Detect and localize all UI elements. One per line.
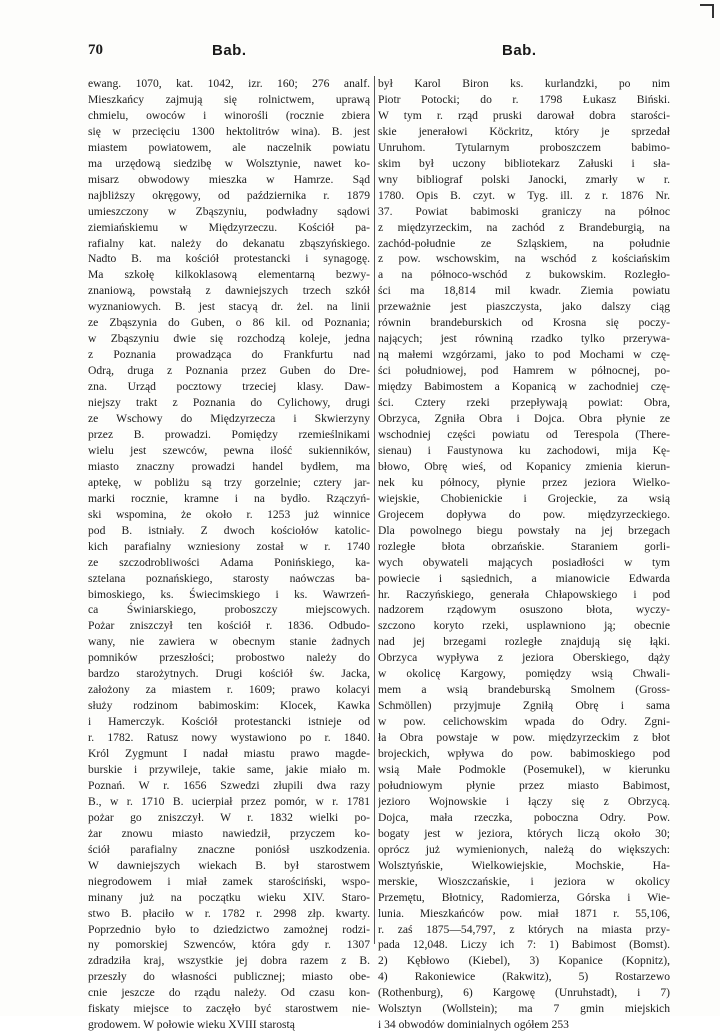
text-line: minany już na początku wieku XIV. Staro- [88, 890, 370, 904]
text-line: sienau) i Faustynowa ku zachodowi, mija Kę- [378, 443, 670, 457]
text-line: nadzorem rządowym osuszono błota, wyczy- [378, 603, 670, 617]
text-line: wiejskie, Chobienickie i Grojeckie, za wsią [378, 491, 670, 505]
text-line: grodowem. W połowie wieku XVIII starostą [88, 1018, 295, 1032]
text-line: z Poznania prowadząca do Frankfurtu nad [88, 348, 370, 362]
text-line: bardzo starożytnych. Drugi kościół św. Jacka, [88, 667, 370, 681]
text-line: rafialny kat. należy do dekanatu zbąszyńskiego. [88, 236, 370, 250]
left-column [88, 76, 370, 1033]
text-line: nad jej brzegami rozległe znajdują się łąki. [378, 635, 670, 649]
text-line: i Hamerczyk. Kościół protestancki istnieje od [88, 715, 370, 729]
text-line: wschodniej części powiatu od Terespola (There- [378, 427, 670, 441]
text-line: umieszczony w Zbąszyniu, podwładny sądowi [88, 204, 370, 218]
page-header [88, 42, 670, 64]
text-line: założony za miastem r. 1609; prawo kolacyi [88, 683, 370, 697]
text-line: wych obywateli mających posiadłości w tym [378, 555, 670, 569]
text-line: hr. Raczyńskiego, generała Chłapowskiego i pod [378, 587, 670, 601]
text-line: W tym r. rząd pruski darował dobra starości- [378, 108, 670, 122]
page-number: 70 [88, 42, 103, 58]
text-line: błowo, Obrę wieś, od Kopanicy zmienia kierun- [378, 459, 670, 473]
text-line: 1780. Opis B. czyt. w Tyg. ill. z r. 1876 Nr. [378, 188, 670, 202]
text-line: (Rothenburg), 6) Kargowę (Unruhstadt), i 7) [378, 986, 670, 1000]
text-line: Grojecem dopływa do pow. międzyrzeckiego. [378, 507, 670, 521]
text-line: w Zbąszyniu dwie się rozchodzą koleje, jedna [88, 332, 370, 346]
text-line: służy rodzinom babimoskim: Klocek, Kawka [88, 699, 370, 713]
text-line: lunia. Mieszkańców pow. miał 1871 r. 55,106, [378, 906, 670, 920]
text-line: Król Zygmunt I nadał miastu prawo magde- [88, 747, 370, 761]
text-line: południowym płynie przez miasto Babimost, [378, 778, 670, 792]
text-line: Pożar zniszczył ten kościół r. 1836. Odbudo- [88, 619, 370, 633]
text-line: zna. Urząd pocztowy trzeciej klasy. Daw- [88, 380, 370, 394]
text-line: ski wspomina, że około r. 1253 już winnice [88, 507, 370, 521]
text-line: i 34 obwodów dominialnych ogółem 253 [378, 1018, 569, 1032]
text-line: Wolsztyńskie, Wielkowiejskie, Mochskie, Ha- [378, 858, 670, 872]
text-line: zdradziła kraj, wszystkie jej dobra razem z B. [88, 954, 370, 968]
text-line: nek ku północy, płynie przez jeziora Wielko- [378, 475, 670, 489]
text-line: Obrzyca wypływa z jeziora Oberskiego, dąży [378, 651, 670, 665]
text-line: Poznań. W r. 1656 Szwedzi złupili dwa razy [88, 778, 370, 792]
text-line: nających; jest równiną rzadko tylko przerywa- [378, 332, 670, 346]
text-line: szczono koryto rzeki, usplawniono ją; obecnie [378, 619, 670, 633]
text-line: Odrą, druga z Poznania przez Guben do Dre- [88, 364, 370, 378]
text-line: Poprzednio było to dziedzictwo zamożnej rodzi- [88, 922, 370, 936]
text-line: ze Zbąszynia do Guben, o 86 kil. od Poznania; [88, 316, 370, 330]
text-line: z międzyrzeckim, na zachód z Brandeburgią, na [378, 220, 670, 234]
text-line: ewang. 1070, kat. 1042, izr. 160; 276 analf. [88, 77, 370, 90]
text-line: znaniową, powstałą z dawniejszych trzech szkół [88, 284, 370, 298]
corner-crop-mark [700, 4, 714, 18]
text-line: 37. Powiat babimoski graniczy na północ [378, 204, 670, 218]
text-line: chmielu, owoców i winorośli (rocznie zbiera [88, 108, 370, 122]
text-line: r. zaś 1875—54,797, z których na miasta przy- [378, 922, 670, 936]
text-line: jezioro Wojnowskie i łączy się z Obrzycą. [378, 794, 670, 808]
text-line: pod B. istniały. Z dwoch kościołów katolic- [88, 523, 370, 537]
text-line: przez B. prowadzi. Pomiędzy rzemieślnikami [88, 427, 370, 441]
text-line: Przemętu, Błotnicy, Radomierza, Górska i Wie- [378, 890, 670, 904]
text-line: kich parafialny wzniesiony został w r. 1740 [88, 539, 370, 553]
text-line: miasto znaczny prowadzi handel bydłem, ma [88, 459, 370, 473]
text-line: wielu jest szewców, pewna ilość sukienników, [88, 443, 370, 457]
text-line: z pow. wschowskim, na wschód z kościańskim [378, 252, 670, 266]
text-line: wany, nie zawiera w obecnym stanie żadnych [88, 635, 370, 649]
text-line: Ma szkołę kilkoklasową elementarną bezwy- [88, 268, 370, 282]
right-column [378, 76, 670, 1033]
text-line: powiecie i sąsiednich, a mianowicie Edwarda [378, 571, 670, 585]
text-line: był Karol Biron ks. kurlandzki, po nim [378, 77, 670, 90]
text-line: ziemiańskiemu w Międzyrzeczu. Kościół pa- [88, 220, 370, 234]
text-line: wny bibliograf polski Janocki, zmarły w r. [378, 172, 670, 186]
column-divider [374, 76, 375, 944]
text-line: mem a wsią brandeburską Smolnem (Gross- [378, 683, 670, 697]
text-line: B., w r. 1710 B. ucierpiał przez pomór, w r. 1781 [88, 794, 370, 808]
running-head-right: Bab. [502, 42, 537, 59]
text-line: przeważnie jest piaszczysta, jako dalszy ciąg [378, 300, 670, 314]
text-line: ściół parafialny znaczne poniósł uszkodzenia. [88, 842, 370, 856]
text-line: sztelana poznańskiego, starosty naówczas ba- [88, 571, 370, 585]
text-line: w okolicę Kargowy, pomiędzy wsią Chwali- [378, 667, 670, 681]
text-line: oprócz już wymienionych, należą do większych: [378, 842, 670, 856]
text-line: 2) Kębłowo (Kiebel), 3) Kopanice (Kopnitz), [378, 954, 670, 968]
text-line: rozległe błota obrzańskie. Staraniem gorli- [378, 539, 670, 553]
text-line: ła Obra powstaje w pow. międzyrzeckim z błot [378, 731, 670, 745]
text-line: wsią Małe Podmokle (Posemukel), w kierunku [378, 762, 670, 776]
text-line: merskie, Wioszczańskie, i jeziora w okolicy [378, 874, 670, 888]
text-line: fiskaty miejsce to zaczęło być starostwem nie- [88, 1002, 370, 1016]
text-line: żar znowu miasto nawiedził, przyczem ko- [88, 826, 370, 840]
text-line: wyznaniowych. B. jest stacyą dr. żel. na linii [88, 300, 370, 314]
text-line: Obrzyca, Zgniła Obra i Dojca. Obra płynie ze [378, 412, 670, 426]
text-line: Wolsztyn (Wollstein); ma 7 gmin miejskich [378, 1002, 670, 1016]
text-line: skim był uczony bibliotekarz Załuski i sła- [378, 156, 670, 170]
text-line: przeszły do własności publicznej; miasto obe- [88, 970, 370, 984]
text-line: Dla powolnego biegu powstały na jej brzegach [378, 523, 670, 537]
text-line: pożar go zniszczył. W r. 1832 wielki po- [88, 810, 370, 824]
text-line: miastem powiatowem, ale naczelnik powiatu [88, 140, 370, 154]
text-line: aptekę, w pobliżu są trzy gorzelnie; cztery jar- [88, 475, 370, 489]
text-line: pada 12,048. Liczy ich 7: 1) Babimost (Bomst). [378, 938, 670, 952]
text-line: stwo B. płaciło w r. 1782 r. 2998 złp. kwarty. [88, 906, 370, 920]
text-line: bogaty jest w jeziora, których liczą około 30; [378, 826, 670, 840]
text-line: Nadto B. ma kościół protestancki i synagogę. [88, 252, 370, 266]
text-line: ną małemi wzgórzami, jako to pod Mochami w czę- [378, 348, 670, 362]
text-line: ści. Cztery rzeki przepływają powiat: Obra, [378, 396, 670, 410]
text-line: burskie i przywileje, takie same, jakie miało m. [88, 762, 370, 776]
text-line: 4) Rakoniewice (Rakwitz), 5) Rostarzewo [378, 970, 670, 984]
text-line: bimoskiego, ks. Świecimskiego i ks. Wawrzeń- [88, 587, 370, 601]
text-line: misarz obwodowy mieszka w Hamrze. Sąd [88, 172, 370, 186]
text-line: ści ma 18,814 mil kwadr. Ziemia powiatu [378, 284, 670, 298]
text-line: a na północo-wschód z bukowskim. Rozległo- [378, 268, 670, 282]
text-line: Dojca, mała rzeczka, poboczna Odry. Pow. [378, 810, 670, 824]
text-line: Piotr Potocki; do r. 1798 Łukasz Biński. [378, 92, 670, 106]
text-line: Mieszkańcy zajmują się rolnictwem, uprawą [88, 92, 370, 106]
text-line: ma urzędową siedzibę w Wolsztynie, nawet ko- [88, 156, 370, 170]
text-line: między Babimostem a Kopanicą w zachodniej czę- [378, 380, 670, 394]
text-line: zachód-południe ze Szląskiem, na południe [378, 236, 670, 250]
text-line: skie jenerałowi Köckritz, który je sprzedał [378, 124, 670, 138]
text-line: niegrodowem i miał zamek starościński, wspo- [88, 874, 370, 888]
text-line: równin brandeburskich od Krosna się poczy- [378, 316, 670, 330]
text-line: najbliższy okręgowy, od października r. 1879 [88, 188, 370, 202]
text-line: r. 1782. Ratusz nowy wystawiono po r. 1840. [88, 731, 370, 745]
text-line: ze Wschowy do Międzyrzecza i Skwierzyny [88, 412, 370, 426]
text-line: ze szczodrobliwości Adama Ponińskiego, ka- [88, 555, 370, 569]
text-line: brojeckich, wpływa do pow. babimoskiego pod [378, 747, 670, 761]
running-head-left: Bab. [212, 42, 247, 59]
text-line: ca Świniarskiego, proboszczy miejscowych. [88, 603, 370, 617]
text-line: W dawniejszych wiekach B. był starostwem [88, 858, 370, 872]
text-line: się w przecięciu 1300 hektolitrów wina). B. jest [88, 124, 370, 138]
text-line: ści południowej, pod Hamrem w północnej, po- [378, 364, 670, 378]
text-line: pomników przeszłości; probostwo należy do [88, 651, 370, 665]
text-line: Schmöllen) przyjmuje Zgniłą Obrę i sama [378, 699, 670, 713]
text-line: ny pomorskiej Szwenców, która gdy r. 1307 [88, 938, 370, 952]
text-line: w pow. celichowskim wpada do Odry. Zgni- [378, 715, 670, 729]
text-line: cnie jeszcze do rządu należy. Od czasu kon- [88, 986, 370, 1000]
text-line: marki rocznie, kramne i na bydło. Rzączyń- [88, 491, 370, 505]
text-line: niejszy trakt z Poznania do Cylichowy, drugi [88, 396, 370, 410]
text-line: Unruhom. Tytularnym proboszczem babimo- [378, 140, 670, 154]
